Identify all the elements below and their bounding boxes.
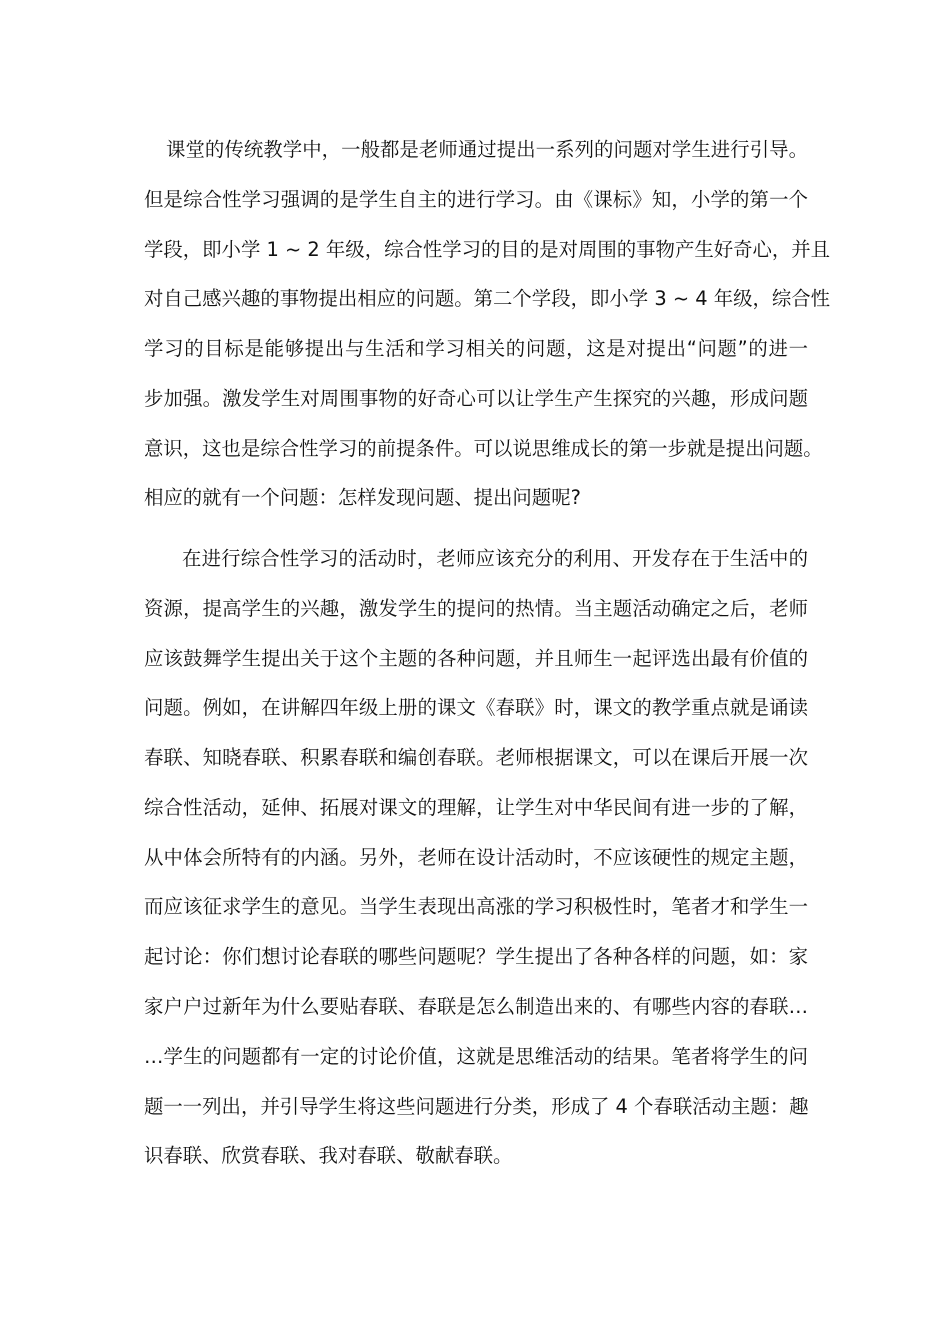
paragraph-line: 应该鼓舞学生提出关于这个主题的各种问题，并且师生一起评选出最有价值的: [144, 647, 808, 670]
paragraph-line: 起讨论：你们想讨论春联的哪些问题呢？学生提出了各种各样的问题，如：家: [144, 945, 808, 968]
paragraph-line: 学段，即小学 1 ~ 2 年级，综合性学习的目的是对周围的事物产生好奇心，并且: [144, 238, 831, 261]
paragraph-line: 但是综合性学习强调的是学生自主的进行学习。由《课标》知，小学的第一个: [144, 188, 808, 211]
paragraph-line: 综合性活动，延伸、拓展对课文的理解，让学生对中华民间有进一步的了解，: [144, 796, 808, 819]
paragraph-line: 学习的目标是能够提出与生活和学习相关的问题，这是对提出“问题”的进一: [144, 337, 808, 360]
paragraph-line: 资源，提高学生的兴趣，激发学生的提问的热情。当主题活动确定之后，老师: [144, 597, 808, 620]
paragraph-line: 识春联、欣赏春联、我对春联、敬献春联。: [144, 1144, 513, 1167]
paragraph-line: 春联、知晓春联、积累春联和编创春联。老师根据课文，可以在课后开展一次: [144, 746, 808, 769]
paragraph-line: 对自己感兴趣的事物提出相应的问题。第二个学段，即小学 3 ~ 4 年级，综合性: [144, 287, 831, 310]
paragraph-line: 意识，这也是综合性学习的前提条件。可以说思维成长的第一步就是提出问题。: [144, 437, 823, 460]
paragraph-line: 步加强。激发学生对周围事物的好奇心可以让学生产生探究的兴趣，形成问题: [144, 387, 808, 410]
paragraph-line: 相应的就有一个问题：怎样发现问题、提出问题呢?: [144, 486, 581, 509]
paragraph-line: 从中体会所特有的内涵。另外，老师在设计活动时，不应该硬性的规定主题，: [144, 846, 808, 869]
paragraph-line: 课堂的传统教学中，一般都是老师通过提出一系列的问题对学生进行引导。: [166, 138, 808, 161]
paragraph-line: 而应该征求学生的意见。当学生表现出高涨的学习积极性时，笔者才和学生一: [144, 895, 808, 918]
paragraph-line: 题一一列出，并引导学生将这些问题进行分类，形成了 4 个春联活动主题：趣: [144, 1095, 809, 1118]
paragraph-line: 在进行综合性学习的活动时，老师应该充分的利用、开发存在于生活中的: [182, 547, 808, 570]
paragraph-line: 问题。例如，在讲解四年级上册的课文《春联》时，课文的教学重点就是诵读: [144, 696, 808, 719]
paragraph-line: …学生的问题都有一定的讨论价值，这就是思维活动的结果。笔者将学生的问: [144, 1045, 808, 1068]
paragraph-line: 家户户过新年为什么要贴春联、春联是怎么制造出来的、有哪些内容的春联…: [144, 995, 808, 1018]
